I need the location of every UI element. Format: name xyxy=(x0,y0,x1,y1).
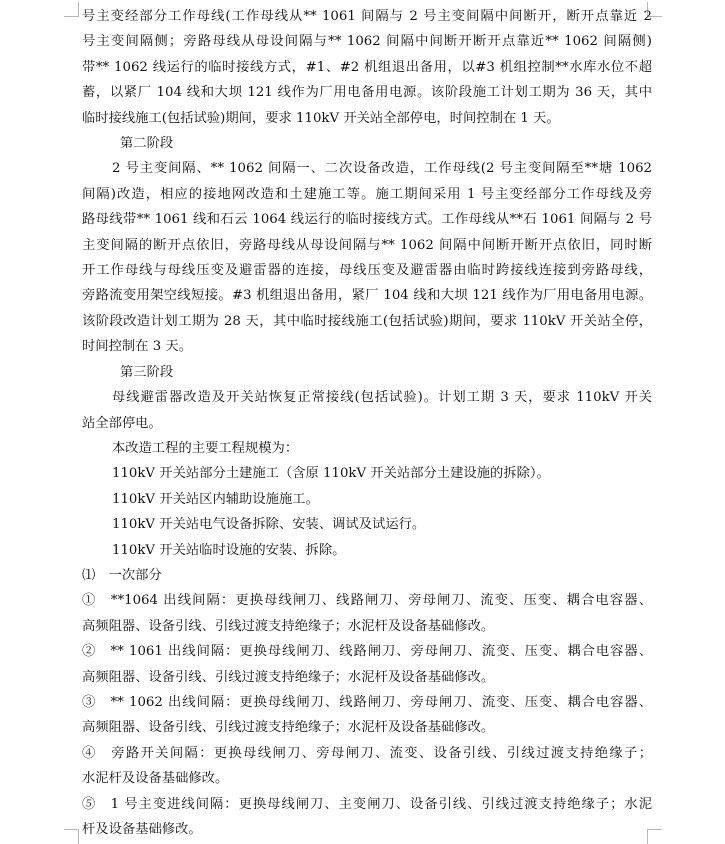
text-line: 高频阻器、设备引线、引线过渡支持绝缘子；水泥杆及设备基础修改。 xyxy=(82,618,495,634)
list-item: ② ** 1061 出线间隔：更换母线闸刀、线路闸刀、旁母闸刀、流变、压变、耦合电容器、 xyxy=(82,644,652,660)
scope-item: 110kV 开关站电气设备拆除、安装、调试及试运行。 xyxy=(112,517,426,533)
scope-item: 110kV 开关站区内辅助设施施工。 xyxy=(112,491,319,507)
text-line: 带** 1062 线运行的临时接线方式，#1、#2 机组退出备用，以#3 机组控制**水库水位不超 xyxy=(82,59,652,75)
section-heading: 第二阶段 xyxy=(120,136,174,152)
text-line: 间隔)改造，相应的接地网改造和土建施工等。施工期间采用 1 号主变经部分工作母线及旁 xyxy=(82,186,652,202)
text-line: 母线避雷器改造及开关站恢复正常接线(包括试验)。计划工期 3 天，要求 110kV 开关 xyxy=(112,390,652,406)
subsection-heading: ⑴ 一次部分 xyxy=(82,567,162,583)
text-line: 蓄，以紧厂 104 线和大坝 121 线作为厂用电备用电源。该阶段施工计划工期为 36 天，其中 xyxy=(82,85,652,101)
list-item: ④ 旁路开关间隔：更换母线闸刀、旁母闸刀、流变、设备引线、引线过渡支持绝缘子； xyxy=(82,745,652,761)
scope-item: 110kV 开关站部分土建施工（含原 110kV 开关站部分土建设施的拆除）。 xyxy=(112,466,550,482)
text-line: 站全部停电。 xyxy=(82,415,162,431)
document-body xyxy=(82,4,652,842)
text-line: 时间控制在 3 天。 xyxy=(82,339,192,355)
scope-item: 110kV 开关站临时设施的安装、拆除。 xyxy=(112,542,346,558)
text-line: 杆及设备基础修改。 xyxy=(82,822,202,837)
text-line: 临时接线施工(包括试验)期间，要求 110kV 开关站全部停电，时间控制在 1 天。 xyxy=(82,110,560,126)
page-corner-mark xyxy=(64,2,79,17)
list-item: ① **1064 出线间隔：更换母线闸刀、线路闸刀、旁母闸刀、流变、压变、耦合电容器、 xyxy=(82,593,652,609)
text-line: 开工作母线与母线压变及避雷器的连接，母线压变及避雷器由临时跨接线连接到旁路母线， xyxy=(82,263,652,279)
page-corner-mark xyxy=(64,829,79,844)
text-line: 高频阻器、设备引线、引线过渡支持绝缘子；水泥杆及设备基础修改。 xyxy=(82,720,495,736)
text-line: 高频阻器、设备引线、引线过渡支持绝缘子；水泥杆及设备基础修改。 xyxy=(82,669,495,685)
text-line: 号主变间隔侧；旁路母线从母设间隔与** 1062 间隔中间断开断开点靠近** 1062 间隔侧) xyxy=(82,34,652,50)
text-line: 主变间隔的断开点依旧，旁路母线从母设间隔与** 1062 间隔中间断开断开点依旧，同时断 xyxy=(82,237,652,253)
section-heading: 第三阶段 xyxy=(120,364,174,380)
text-line: 2 号主变间隔、** 1062 间隔一、二次设备改造，工作母线(2 号主变间隔至**塘 1062 xyxy=(112,161,652,177)
text-line: 水泥杆及设备基础修改。 xyxy=(82,771,229,787)
text-line: 号主变经部分工作母线(工作母线从** 1061 间隔与 2 号主变间隔中间断开，断开点靠近 2 xyxy=(82,9,652,24)
list-item: ③ ** 1062 出线间隔：更换母线闸刀、线路闸刀、旁母闸刀、流变、压变、耦合电容器、 xyxy=(82,694,652,710)
list-item: ⑤ 1 号主变进线间隔：更换母线闸刀、主变闸刀、设备引线、引线过渡支持绝缘子；水泥 xyxy=(82,796,652,812)
text-line: 该阶段改造计划工期为 28 天，其中临时接线施工(包括试验)期间，要求 110kV 开关站全停， xyxy=(82,313,652,329)
text-line: 路母线带** 1061 线和石云 1064 线运行的临时接线方式。工作母线从**石 1061 间隔与 2 号 xyxy=(82,212,652,228)
text-line: 本改造工程的主要工程规模为： xyxy=(112,440,299,456)
text-line: 旁路流变用架空线短接。#3 机组退出备用，紧厂 104 线和大坝 121 线作为厂用电备用电源。 xyxy=(82,288,652,304)
